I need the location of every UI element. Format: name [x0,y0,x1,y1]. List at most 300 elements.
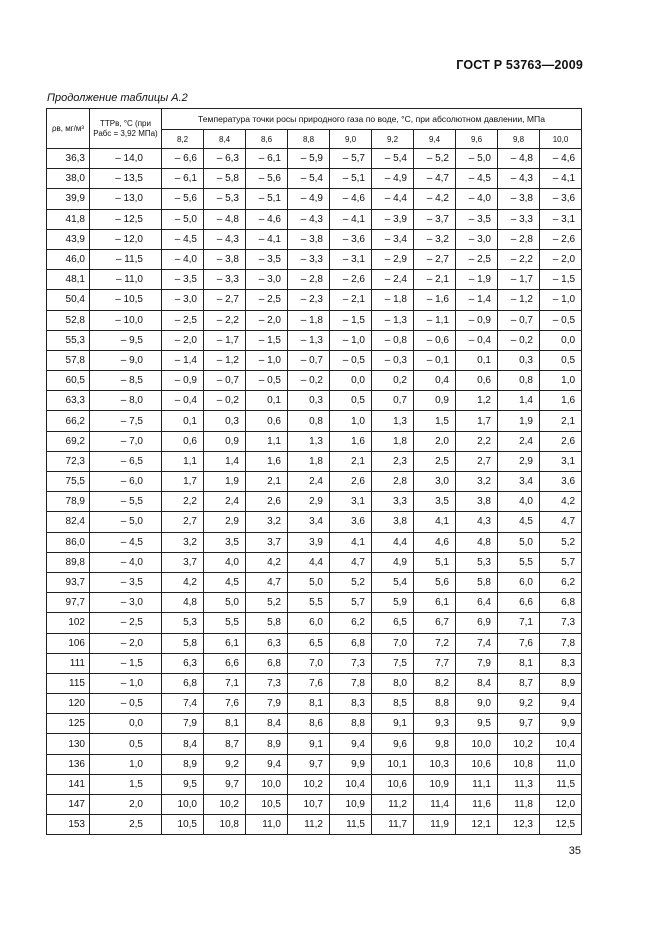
cell-dew-point: – 3,3 [204,270,246,290]
cell-dew-point: – 1,9 [456,270,498,290]
cell-dew-point: 4,8 [456,532,498,552]
cell-dew-point: 6,5 [372,613,414,633]
cell-water-content: 130 [47,734,90,754]
cell-dew-point: – 4,0 [162,249,204,269]
cell-dew-point: 0,1 [162,411,204,431]
header-pressure-group: Температура точки росы природного газа по воде, °С, при абсолютном давлении, МПа [162,109,582,130]
cell-dew-point: – 0,9 [456,310,498,330]
cell-dew-point: 5,7 [540,552,582,572]
cell-dew-point: – 2,1 [414,270,456,290]
cell-dew-point: – 2,2 [204,310,246,330]
cell-dew-point: – 4,1 [540,169,582,189]
cell-water-content: 106 [47,633,90,653]
cell-dew-point: 8,9 [162,754,204,774]
table-row [47,249,582,269]
cell-water-content: 141 [47,774,90,794]
dew-point-table [46,108,582,835]
cell-dew-point: 7,6 [498,633,540,653]
cell-dew-point: 7,0 [288,653,330,673]
cell-water-content: 75,5 [47,472,90,492]
cell-reference-dew-point: – 3,0 [90,593,162,613]
cell-dew-point: 4,7 [330,552,372,572]
cell-dew-point: 0,0 [330,371,372,391]
cell-dew-point: 9,5 [456,714,498,734]
cell-dew-point: 8,2 [414,673,456,693]
cell-dew-point: 8,1 [498,653,540,673]
cell-dew-point: – 4,6 [330,189,372,209]
header-pressure: 8,4 [204,130,246,149]
cell-dew-point: 10,8 [204,815,246,835]
cell-dew-point: 0,6 [456,371,498,391]
cell-dew-point: 1,8 [372,431,414,451]
cell-dew-point: 2,0 [414,431,456,451]
cell-reference-dew-point: 1,0 [90,754,162,774]
cell-dew-point: – 0,5 [540,310,582,330]
cell-dew-point: 0,9 [414,391,456,411]
cell-dew-point: 6,1 [204,633,246,653]
cell-dew-point: – 1,2 [204,350,246,370]
cell-dew-point: 9,1 [288,734,330,754]
cell-dew-point: 3,5 [414,492,456,512]
cell-dew-point: 3,7 [246,532,288,552]
cell-reference-dew-point: – 2,0 [90,633,162,653]
cell-dew-point: 0,1 [456,350,498,370]
cell-dew-point: 12,1 [456,815,498,835]
cell-reference-dew-point: 0,5 [90,734,162,754]
cell-dew-point: 3,4 [498,472,540,492]
cell-dew-point: 11,9 [414,815,456,835]
cell-dew-point: 3,4 [288,512,330,532]
table-row [47,512,582,532]
cell-dew-point: 9,6 [372,734,414,754]
cell-reference-dew-point: – 0,5 [90,694,162,714]
cell-dew-point: 5,8 [162,633,204,653]
cell-dew-point: – 4,1 [330,209,372,229]
cell-dew-point: 6,1 [414,593,456,613]
cell-dew-point: 2,1 [330,451,372,471]
cell-dew-point: 1,1 [246,431,288,451]
cell-dew-point: – 4,8 [204,209,246,229]
cell-water-content: 43,9 [47,229,90,249]
cell-water-content: 111 [47,653,90,673]
cell-dew-point: 2,4 [204,492,246,512]
header-water-content: ρв, мг/м³ [47,109,90,149]
cell-dew-point: 6,8 [162,673,204,693]
cell-reference-dew-point: – 9,0 [90,350,162,370]
table-row [47,633,582,653]
cell-dew-point: 4,4 [372,532,414,552]
cell-dew-point: 8,4 [456,673,498,693]
cell-dew-point: – 6,1 [246,149,288,169]
cell-dew-point: 2,9 [204,512,246,532]
cell-dew-point: 2,2 [162,492,204,512]
cell-dew-point: 3,0 [414,472,456,492]
header-ttp-line2: Рабс = 3,92 МПа) [93,128,158,138]
cell-water-content: 39,9 [47,189,90,209]
table-row [47,371,582,391]
cell-dew-point: 3,2 [456,472,498,492]
cell-dew-point: 4,6 [414,532,456,552]
cell-dew-point: 9,7 [498,714,540,734]
cell-dew-point: – 3,0 [246,270,288,290]
cell-dew-point: 6,7 [414,613,456,633]
cell-dew-point: 10,2 [498,734,540,754]
cell-dew-point: 4,5 [498,512,540,532]
cell-dew-point: 11,2 [288,815,330,835]
cell-dew-point: 6,2 [540,572,582,592]
cell-dew-point: – 4,2 [414,189,456,209]
table-row [47,552,582,572]
cell-dew-point: 5,7 [330,593,372,613]
cell-dew-point: 4,9 [372,552,414,572]
cell-dew-point: – 4,5 [456,169,498,189]
cell-dew-point: – 5,4 [372,149,414,169]
cell-dew-point: 11,8 [498,795,540,815]
cell-dew-point: – 5,6 [246,169,288,189]
cell-dew-point: – 0,1 [414,350,456,370]
cell-dew-point: – 3,1 [330,249,372,269]
cell-dew-point: – 3,9 [372,209,414,229]
cell-dew-point: 4,2 [246,552,288,572]
cell-dew-point: 1,4 [498,391,540,411]
cell-dew-point: 3,7 [162,552,204,572]
cell-dew-point: 7,0 [372,633,414,653]
cell-dew-point: – 3,8 [498,189,540,209]
cell-reference-dew-point: – 2,5 [90,613,162,633]
cell-dew-point: – 1,3 [372,310,414,330]
cell-dew-point: 4,7 [246,572,288,592]
cell-dew-point: 7,5 [372,653,414,673]
cell-dew-point: 8,1 [288,694,330,714]
cell-dew-point: – 2,0 [246,310,288,330]
cell-dew-point: 8,8 [330,714,372,734]
cell-dew-point: – 2,5 [162,310,204,330]
cell-reference-dew-point: – 11,0 [90,270,162,290]
cell-dew-point: 8,7 [498,673,540,693]
cell-dew-point: 10,5 [162,815,204,835]
cell-dew-point: – 4,6 [540,149,582,169]
cell-dew-point: 8,9 [540,673,582,693]
cell-water-content: 125 [47,714,90,734]
cell-dew-point: – 6,6 [162,149,204,169]
cell-water-content: 52,8 [47,310,90,330]
cell-dew-point: 10,0 [456,734,498,754]
cell-dew-point: – 4,5 [162,229,204,249]
table-row [47,310,582,330]
cell-dew-point: – 3,6 [330,229,372,249]
cell-dew-point: 6,8 [330,633,372,653]
cell-dew-point: 7,3 [246,673,288,693]
cell-dew-point: – 3,2 [414,229,456,249]
cell-dew-point: 0,6 [162,431,204,451]
cell-dew-point: 6,8 [540,593,582,613]
cell-dew-point: 3,8 [372,512,414,532]
header-row-top [47,109,582,130]
table-row [47,189,582,209]
cell-dew-point: 12,0 [540,795,582,815]
cell-dew-point: – 5,0 [456,149,498,169]
cell-reference-dew-point: 0,0 [90,714,162,734]
cell-dew-point: 0,3 [288,391,330,411]
cell-dew-point: 3,1 [540,451,582,471]
cell-dew-point: 4,4 [288,552,330,572]
cell-dew-point: 0,6 [246,411,288,431]
cell-dew-point: – 3,3 [288,249,330,269]
cell-dew-point: – 2,3 [288,290,330,310]
cell-dew-point: 4,8 [162,593,204,613]
cell-water-content: 66,2 [47,411,90,431]
cell-dew-point: 7,6 [204,694,246,714]
header-pressure: 9,2 [372,130,414,149]
cell-dew-point: 9,5 [162,774,204,794]
cell-water-content: 36,3 [47,149,90,169]
cell-dew-point: – 2,9 [372,249,414,269]
cell-dew-point: – 4,9 [372,169,414,189]
cell-dew-point: 10,7 [288,795,330,815]
cell-dew-point: 9,4 [540,694,582,714]
cell-reference-dew-point: – 14,0 [90,149,162,169]
cell-dew-point: – 4,6 [246,209,288,229]
cell-dew-point: 1,1 [162,451,204,471]
cell-dew-point: – 6,1 [162,169,204,189]
cell-dew-point: 3,2 [162,532,204,552]
cell-dew-point: 8,7 [204,734,246,754]
header-pressure: 9,8 [498,130,540,149]
cell-dew-point: 6,6 [498,593,540,613]
cell-dew-point: 10,4 [540,734,582,754]
cell-dew-point: – 3,7 [414,209,456,229]
cell-dew-point: 1,3 [372,411,414,431]
cell-dew-point: 0,1 [246,391,288,411]
cell-dew-point: 5,3 [162,613,204,633]
cell-dew-point: – 1,0 [540,290,582,310]
table-body [47,149,582,835]
cell-dew-point: – 4,3 [498,169,540,189]
cell-dew-point: 11,0 [540,754,582,774]
cell-reference-dew-point: – 7,5 [90,411,162,431]
cell-dew-point: – 4,8 [498,149,540,169]
cell-dew-point: 0,4 [414,371,456,391]
cell-dew-point: 6,3 [162,653,204,673]
table-row [47,572,582,592]
cell-dew-point: 0,5 [330,391,372,411]
cell-dew-point: – 2,0 [162,330,204,350]
cell-dew-point: – 2,6 [330,270,372,290]
cell-dew-point: 4,2 [540,492,582,512]
cell-dew-point: 1,7 [456,411,498,431]
header-pressure: 10,0 [540,130,582,149]
cell-dew-point: – 1,8 [372,290,414,310]
cell-water-content: 69,2 [47,431,90,451]
cell-dew-point: – 3,6 [540,189,582,209]
cell-dew-point: 8,3 [540,653,582,673]
cell-dew-point: 8,0 [372,673,414,693]
cell-dew-point: 5,3 [456,552,498,572]
cell-dew-point: 1,6 [246,451,288,471]
cell-dew-point: – 5,6 [162,189,204,209]
cell-dew-point: 9,4 [246,754,288,774]
header-pressure: 8,6 [246,130,288,149]
cell-dew-point: – 0,7 [288,350,330,370]
table-row [47,532,582,552]
cell-dew-point: 10,2 [204,795,246,815]
cell-dew-point: 2,8 [372,472,414,492]
table-row [47,169,582,189]
cell-dew-point: 0,0 [540,330,582,350]
cell-dew-point: – 2,5 [246,290,288,310]
cell-dew-point: 2,7 [456,451,498,471]
cell-dew-point: – 1,0 [246,350,288,370]
cell-dew-point: 5,0 [204,593,246,613]
cell-dew-point: 8,4 [162,734,204,754]
cell-dew-point: 8,6 [288,714,330,734]
cell-dew-point: – 5,1 [246,189,288,209]
cell-dew-point: 10,6 [372,774,414,794]
table-row [47,209,582,229]
cell-dew-point: 7,9 [456,653,498,673]
cell-dew-point: 3,6 [330,512,372,532]
cell-dew-point: 9,2 [498,694,540,714]
cell-dew-point: – 0,5 [246,371,288,391]
cell-dew-point: 10,9 [414,774,456,794]
cell-dew-point: 11,0 [246,815,288,835]
cell-dew-point: 0,8 [498,371,540,391]
cell-dew-point: – 0,2 [498,330,540,350]
cell-dew-point: – 2,5 [456,249,498,269]
cell-dew-point: – 4,9 [288,189,330,209]
cell-reference-dew-point: – 12,5 [90,209,162,229]
cell-reference-dew-point: – 6,0 [90,472,162,492]
cell-dew-point: – 0,7 [498,310,540,330]
cell-water-content: 147 [47,795,90,815]
cell-dew-point: 4,2 [162,572,204,592]
cell-water-content: 38,0 [47,169,90,189]
cell-dew-point: – 0,2 [288,371,330,391]
cell-water-content: 93,7 [47,572,90,592]
cell-dew-point: – 0,4 [456,330,498,350]
header-pressure: 9,6 [456,130,498,149]
cell-dew-point: 7,9 [246,694,288,714]
cell-dew-point: 5,8 [246,613,288,633]
cell-dew-point: 9,0 [456,694,498,714]
header-pressure: 8,2 [162,130,204,149]
cell-dew-point: 6,2 [330,613,372,633]
cell-reference-dew-point: 1,5 [90,774,162,794]
cell-dew-point: – 3,0 [456,229,498,249]
table-row [47,673,582,693]
cell-dew-point: 1,5 [414,411,456,431]
cell-dew-point: – 1,1 [414,310,456,330]
cell-dew-point: – 3,5 [456,209,498,229]
cell-dew-point: 2,4 [288,472,330,492]
cell-dew-point: – 3,5 [162,270,204,290]
cell-dew-point: – 2,8 [288,270,330,290]
cell-dew-point: 5,6 [414,572,456,592]
cell-reference-dew-point: – 13,5 [90,169,162,189]
cell-dew-point: 10,0 [162,795,204,815]
cell-dew-point: 8,4 [246,714,288,734]
cell-dew-point: – 6,3 [204,149,246,169]
cell-dew-point: 0,9 [204,431,246,451]
cell-dew-point: 1,6 [540,391,582,411]
cell-dew-point: – 2,6 [540,229,582,249]
cell-dew-point: 3,6 [540,472,582,492]
cell-dew-point: 2,7 [162,512,204,532]
cell-dew-point: 2,6 [540,431,582,451]
cell-dew-point: – 1,0 [330,330,372,350]
cell-dew-point: 5,9 [372,593,414,613]
cell-dew-point: 10,5 [246,795,288,815]
cell-dew-point: 10,9 [330,795,372,815]
cell-dew-point: – 5,4 [288,169,330,189]
cell-dew-point: – 4,3 [288,209,330,229]
cell-water-content: 57,8 [47,350,90,370]
table-row [47,290,582,310]
cell-reference-dew-point: – 5,5 [90,492,162,512]
cell-reference-dew-point: – 3,5 [90,572,162,592]
cell-dew-point: 10,2 [288,774,330,794]
cell-reference-dew-point: – 8,0 [90,391,162,411]
cell-dew-point: – 3,8 [288,229,330,249]
cell-dew-point: – 2,7 [414,249,456,269]
cell-dew-point: 2,6 [330,472,372,492]
cell-dew-point: – 5,1 [330,169,372,189]
cell-dew-point: 0,2 [372,371,414,391]
cell-dew-point: 7,8 [540,633,582,653]
cell-dew-point: 10,4 [330,774,372,794]
table-row [47,694,582,714]
cell-dew-point: 4,7 [540,512,582,532]
cell-dew-point: 6,4 [456,593,498,613]
cell-dew-point: 11,5 [330,815,372,835]
cell-water-content: 48,1 [47,270,90,290]
cell-dew-point: 4,1 [414,512,456,532]
cell-dew-point: 2,6 [246,492,288,512]
cell-dew-point: 3,1 [330,492,372,512]
document-code: ГОСТ Р 53763—2009 [456,58,583,72]
cell-dew-point: 3,8 [456,492,498,512]
cell-dew-point: 4,0 [498,492,540,512]
table-row [47,815,582,835]
cell-dew-point: 6,8 [246,653,288,673]
cell-dew-point: 7,8 [330,673,372,693]
cell-dew-point: 11,4 [414,795,456,815]
cell-dew-point: – 0,9 [162,371,204,391]
cell-dew-point: 5,4 [372,572,414,592]
cell-dew-point: 5,2 [246,593,288,613]
cell-reference-dew-point: – 1,5 [90,653,162,673]
table-row [47,714,582,734]
cell-water-content: 120 [47,694,90,714]
cell-reference-dew-point: – 7,0 [90,431,162,451]
cell-reference-dew-point: – 4,5 [90,532,162,552]
cell-dew-point: 3,5 [204,532,246,552]
cell-water-content: 115 [47,673,90,693]
cell-water-content: 72,3 [47,451,90,471]
cell-reference-dew-point: – 10,5 [90,290,162,310]
cell-water-content: 50,4 [47,290,90,310]
table-row [47,795,582,815]
cell-dew-point: 2,4 [498,431,540,451]
cell-dew-point: 7,7 [414,653,456,673]
cell-dew-point: 7,9 [162,714,204,734]
cell-dew-point: 5,0 [498,532,540,552]
table-continuation-caption: Продолжение таблицы А.2 [47,92,188,104]
cell-dew-point: 1,8 [288,451,330,471]
cell-dew-point: 5,8 [456,572,498,592]
table-row [47,472,582,492]
cell-dew-point: 8,5 [372,694,414,714]
